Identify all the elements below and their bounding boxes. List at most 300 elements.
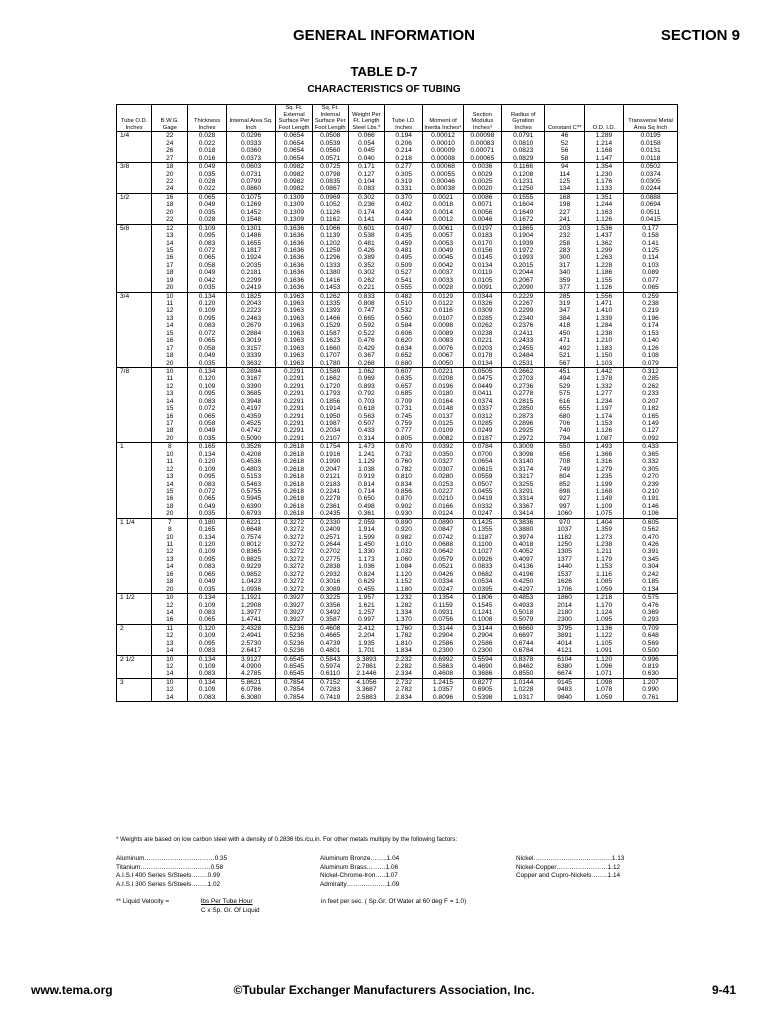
table-cell: 1.3977 — [226, 609, 276, 616]
table-cell: 0.0374 — [624, 171, 678, 178]
table-cell: 0.0018 — [423, 201, 463, 208]
table-cell: 12 — [152, 602, 188, 609]
table-cell: 0.1301 — [226, 224, 276, 232]
table-cell: 0.2736 — [501, 383, 544, 390]
table-cell: 1.038 — [348, 466, 384, 473]
table-cell: 0.00010 — [423, 140, 463, 147]
table-cell: 1.170 — [584, 602, 623, 609]
table-cell: 0.3272 — [276, 541, 312, 548]
table-cell: 0.759 — [385, 420, 423, 427]
table-cell: 0.0050 — [423, 360, 463, 368]
table-cell: 0.3089 — [312, 586, 348, 594]
table-cell: 0.035 — [188, 284, 226, 292]
table-cell: 0.3927 — [276, 616, 312, 624]
table-cell: 0.5079 — [501, 616, 544, 624]
table-cell: 0.134 — [188, 292, 226, 300]
table-cell: 0.3225 — [312, 594, 348, 602]
table-cell: 0.5398 — [463, 694, 501, 702]
table-cell: 0.083 — [188, 609, 226, 616]
table-row — [117, 466, 678, 473]
tube-od-cell: 1/2 — [117, 193, 152, 201]
table-cell: 0.9852 — [226, 571, 276, 578]
table-row — [117, 435, 678, 443]
table-cell: 46 — [545, 132, 584, 140]
table-cell: 0.0195 — [624, 132, 678, 140]
table-cell: 0.0227 — [423, 488, 463, 495]
table-cell: 804 — [545, 473, 584, 480]
table-cell: 740 — [545, 427, 584, 434]
table-cell: 14 — [152, 563, 188, 570]
table-row — [117, 337, 678, 344]
table-cell: 0.7854 — [276, 678, 312, 686]
table-cell: 0.0125 — [423, 420, 463, 427]
table-cell: 0.158 — [624, 232, 678, 239]
tube-od-cell — [117, 322, 152, 329]
tube-od-cell — [117, 586, 152, 594]
table-cell: 0.0334 — [423, 578, 463, 585]
tube-od-cell — [117, 232, 152, 239]
table-cell: 0.2035 — [226, 262, 276, 269]
table-cell: 0.0521 — [423, 563, 463, 570]
table-cell: 0.2455 — [501, 345, 544, 352]
table-cell: 2.282 — [385, 663, 423, 670]
table-cell: 0.2702 — [312, 548, 348, 555]
table-cell: 0.4052 — [501, 548, 544, 555]
table-cell: 11 — [152, 375, 188, 382]
page-header-title: GENERAL INFORMATION — [293, 27, 475, 44]
table-cell: 1.2908 — [226, 602, 276, 609]
table-cell: 1377 — [545, 556, 584, 563]
table-cell: 0.0129 — [423, 292, 463, 300]
table-cell: 0.5843 — [312, 655, 348, 663]
table-cell: 1.404 — [584, 518, 623, 526]
table-cell: 0.2433 — [501, 337, 544, 344]
table-cell: 0.285 — [624, 375, 678, 382]
table-cell: 0.042 — [188, 277, 226, 284]
table-cell: 0.214 — [385, 147, 423, 154]
table-cell: 0.4525 — [226, 420, 276, 427]
table-cell: 0.035 — [188, 209, 226, 216]
table-cell: 0.1333 — [312, 262, 348, 269]
table-cell: 0.028 — [188, 216, 226, 224]
table-cell: 0.072 — [188, 247, 226, 254]
table-cell: 1626 — [545, 578, 584, 585]
table-cell: 0.6390 — [226, 503, 276, 510]
table-cell: 0.1486 — [226, 232, 276, 239]
table-cell: 1.437 — [584, 232, 623, 239]
tube-od-cell — [117, 240, 152, 247]
table-cell: 529 — [545, 383, 584, 390]
column-header: O.D. I.D. — [584, 105, 623, 132]
liquid-velocity-fraction — [201, 898, 321, 915]
table-cell: 0.777 — [385, 427, 423, 434]
table-cell: 0.0253 — [423, 481, 463, 488]
table-cell: 300 — [545, 254, 584, 261]
table-cell: 0.1655 — [226, 240, 276, 247]
table-cell: 0.6545 — [276, 655, 312, 663]
table-cell: 0.0700 — [463, 451, 501, 458]
factor-list-3 — [516, 855, 624, 881]
table-cell: 2.412 — [348, 624, 384, 632]
table-cell: 0.532 — [385, 307, 423, 314]
table-cell: 0.114 — [624, 254, 678, 261]
table-header-row — [117, 105, 678, 132]
column-header: Transverse Metal Area Sq Inch — [624, 105, 678, 132]
table-row — [117, 616, 678, 624]
table-cell: 12 — [152, 383, 188, 390]
table-cell: 1.062 — [348, 367, 384, 375]
table-cell: 0.6545 — [276, 663, 312, 670]
table-cell: 0.2586 — [423, 640, 463, 647]
table-cell: 1.105 — [584, 640, 623, 647]
table-cell: 0.5945 — [226, 495, 276, 502]
table-cell: 0.0221 — [463, 337, 501, 344]
table-cell: 1.536 — [584, 224, 623, 232]
table-cell: 898 — [545, 488, 584, 495]
table-cell: 0.870 — [385, 495, 423, 502]
table-cell: 12 — [152, 548, 188, 555]
table-cell: 0.2409 — [312, 526, 348, 533]
table-cell: 0.0249 — [463, 427, 501, 434]
tube-od-cell: 7/8 — [117, 367, 152, 375]
table-cell: 0.239 — [624, 481, 678, 488]
table-cell: 1.232 — [385, 594, 423, 602]
table-cell: 0.2435 — [312, 510, 348, 518]
table-cell: 20 — [152, 510, 188, 518]
table-cell: 0.8462 — [501, 663, 544, 670]
table-cell: 655 — [545, 405, 584, 412]
table-row — [117, 254, 678, 261]
table-cell: 0.930 — [385, 510, 423, 518]
table-cell: 0.0247 — [423, 586, 463, 594]
table-cell: 0.0411 — [463, 390, 501, 397]
table-cell: 0.0798 — [312, 171, 348, 178]
table-cell: 5.8621 — [226, 678, 276, 686]
table-cell: 0.0036 — [463, 163, 501, 171]
table-cell: 680 — [545, 413, 584, 420]
table-cell: 0.3098 — [501, 451, 544, 458]
table-cell: 0.2618 — [276, 481, 312, 488]
table-cell: 0.6110 — [312, 670, 348, 678]
table-cell: 0.134 — [188, 534, 226, 541]
table-cell: 20 — [152, 209, 188, 216]
table-cell: 0.563 — [348, 413, 384, 420]
table-row — [117, 147, 678, 154]
table-cell: 0.0071 — [463, 201, 501, 208]
table-cell: 0.0244 — [624, 185, 678, 193]
table-cell: 3.3893 — [348, 655, 384, 663]
table-row — [117, 663, 678, 670]
table-cell: 1.354 — [584, 163, 623, 171]
table-cell: 0.2183 — [312, 481, 348, 488]
table-cell: 10 — [152, 367, 188, 375]
table-row — [117, 284, 678, 292]
table-cell: 0.2662 — [501, 367, 544, 375]
table-cell: 0.109 — [188, 224, 226, 232]
table-row — [117, 315, 678, 322]
table-cell: 20 — [152, 360, 188, 368]
table-cell: 0.3167 — [226, 375, 276, 382]
table-cell: 1.210 — [584, 337, 623, 344]
table-cell: 0.0296 — [226, 132, 276, 140]
tube-od-cell — [117, 405, 152, 412]
table-cell: 0.1587 — [312, 330, 348, 337]
table-row — [117, 300, 678, 307]
table-cell: 0.0560 — [312, 147, 348, 154]
table-cell: 8 — [152, 443, 188, 451]
table-cell: 16 — [152, 413, 188, 420]
table-cell: 0.1066 — [312, 224, 348, 232]
table-cell: 0.2896 — [501, 420, 544, 427]
table-cell: 0.2618 — [276, 503, 312, 510]
table-cell: 18 — [152, 163, 188, 171]
tube-od-cell — [117, 556, 152, 563]
table-cell: 0.0057 — [423, 232, 463, 239]
table-cell: 0.174 — [624, 322, 678, 329]
table-cell: 0.083 — [188, 322, 226, 329]
table-cell: 2.5730 — [226, 640, 276, 647]
table-cell: 1.174 — [584, 413, 623, 420]
table-cell: 0.0799 — [226, 178, 276, 185]
table-cell: 708 — [545, 458, 584, 465]
table-row — [117, 488, 678, 495]
table-cell: 0.0931 — [423, 609, 463, 616]
table-cell: 0.0105 — [463, 277, 501, 284]
tube-od-cell — [117, 686, 152, 693]
table-cell: 241 — [545, 216, 584, 224]
table-cell: 0.1636 — [276, 247, 312, 254]
table-cell: 10 — [152, 534, 188, 541]
table-cell: 0.1139 — [312, 232, 348, 239]
table-cell: 0.2299 — [501, 307, 544, 314]
table-cell: 2.204 — [348, 632, 384, 639]
table-cell: 0.2361 — [312, 503, 348, 510]
table-cell: 0.433 — [348, 427, 384, 434]
table-cell: 0.4136 — [501, 563, 544, 570]
tube-od-cell — [117, 541, 152, 548]
table-cell: 0.065 — [188, 337, 226, 344]
table-cell: 0.109 — [188, 663, 226, 670]
table-cell: 203 — [545, 224, 584, 232]
table-cell: 0.890 — [385, 518, 423, 526]
table-cell: 0.369 — [624, 609, 678, 616]
table-cell: 18 — [152, 578, 188, 585]
table-cell: 0.219 — [624, 307, 678, 314]
table-cell: 0.1780 — [312, 360, 348, 368]
table-row — [117, 178, 678, 185]
table-row — [117, 232, 678, 239]
table-cell: 0.141 — [348, 216, 384, 224]
table-cell: 0.1793 — [312, 390, 348, 397]
table-cell: 0.0654 — [463, 458, 501, 465]
table-row — [117, 345, 678, 352]
table-cell: 0.120 — [188, 624, 226, 632]
table-cell: 18 — [152, 503, 188, 510]
table-cell: 4.2785 — [226, 670, 276, 678]
table-cell: 0.083 — [188, 240, 226, 247]
table-cell: 0.2778 — [501, 390, 544, 397]
table-cell: 0.0122 — [423, 300, 463, 307]
table-cell: 0.0183 — [463, 232, 501, 239]
table-cell: 0.0982 — [276, 171, 312, 178]
table-cell: 0.109 — [188, 632, 226, 639]
tube-od-cell: 3/8 — [117, 163, 152, 171]
table-cell: 0.3927 — [276, 602, 312, 609]
table-cell: 0.045 — [348, 147, 384, 154]
table-cell: 0.618 — [348, 405, 384, 412]
table-cell: 0.370 — [385, 193, 423, 201]
table-cell: 0.304 — [624, 563, 678, 570]
table-cell: 0.1604 — [501, 201, 544, 208]
table-cell: 0.541 — [385, 277, 423, 284]
table-cell: 1.810 — [385, 640, 423, 647]
table-cell: 1.149 — [584, 495, 623, 502]
table-cell: 1.0144 — [501, 678, 544, 686]
table-cell: 1.556 — [584, 292, 623, 300]
tube-od-cell — [117, 185, 152, 193]
tube-od-cell — [117, 307, 152, 314]
table-cell: 0.00065 — [463, 155, 501, 163]
tube-od-cell — [117, 510, 152, 518]
table-cell: 0.0134 — [463, 360, 501, 368]
table-cell: 9145 — [545, 678, 584, 686]
table-cell: 0.0029 — [463, 171, 501, 178]
table-cell: 20 — [152, 435, 188, 443]
fraction-denominator: C x Sp. Gr. Of Liquid — [201, 906, 260, 914]
column-header: Internal Area Sq. Inch — [226, 105, 276, 132]
table-cell: 0.1545 — [463, 602, 501, 609]
table-cell: 567 — [545, 360, 584, 368]
table-cell: 0.1916 — [312, 451, 348, 458]
table-cell: 0.0373 — [226, 155, 276, 163]
weight-footnote: * Weights are based on low carbon steel with a density of 0.2836 lbs./cu.in. For other metals multiply by the following factors: — [116, 836, 458, 843]
table-cell: 418 — [545, 322, 584, 329]
tube-od-cell — [117, 352, 152, 359]
table-cell: 285 — [545, 292, 584, 300]
table-cell: 0.146 — [624, 503, 678, 510]
table-cell: 13 — [152, 640, 188, 647]
table-cell: 58 — [545, 155, 584, 163]
table-row — [117, 209, 678, 216]
table-cell: 0.6221 — [226, 518, 276, 526]
table-cell: 0.0305 — [624, 178, 678, 185]
table-cell: 0.919 — [348, 473, 384, 480]
table-cell: 0.103 — [624, 262, 678, 269]
table-cell: 24 — [152, 185, 188, 193]
table-cell: 0.731 — [385, 405, 423, 412]
table-cell: 0.028 — [188, 178, 226, 185]
table-row — [117, 548, 678, 555]
table-cell: 0.0021 — [423, 193, 463, 201]
table-cell: 0.5018 — [501, 609, 544, 616]
table-cell: 0.1963 — [276, 307, 312, 314]
column-header: B.W.G. Gage — [152, 105, 188, 132]
table-body — [117, 132, 678, 702]
copyright-text: ©Tubular Exchanger Manufacturers Association, Inc. — [233, 983, 535, 997]
table-cell: 0.2618 — [276, 466, 312, 473]
table-cell: 0.429 — [348, 345, 384, 352]
table-cell: 1.760 — [385, 624, 423, 632]
table-cell: 0.2932 — [312, 571, 348, 578]
table-cell: 16 — [152, 193, 188, 201]
table-cell: 198 — [545, 201, 584, 208]
table-cell: 0.00008 — [423, 155, 463, 163]
table-cell: 0.0511 — [624, 209, 678, 216]
table-cell: 1.096 — [584, 663, 623, 670]
table-cell: 0.0654 — [276, 147, 312, 154]
tube-od-cell — [117, 269, 152, 276]
factor-item: Copper and Cupro-Nickels……..1.14 — [516, 872, 621, 879]
table-cell: 0.1754 — [312, 443, 348, 451]
table-cell: 1.284 — [584, 322, 623, 329]
table-cell: 0.022 — [188, 185, 226, 193]
table-cell: 0.352 — [348, 262, 384, 269]
tube-od-cell — [117, 616, 152, 624]
table-cell: 0.782 — [385, 466, 423, 473]
table-cell: 0.3927 — [276, 594, 312, 602]
table-row — [117, 458, 678, 465]
table-subtitle: CHARACTERISTICS OF TUBING — [307, 84, 461, 95]
table-cell: 0.1309 — [276, 193, 312, 201]
table-cell: 13 — [152, 556, 188, 563]
table-cell: 0.0332 — [463, 503, 501, 510]
table-cell: 0.990 — [624, 686, 678, 693]
table-cell: 0.049 — [188, 503, 226, 510]
table-cell: 0.3272 — [276, 526, 312, 533]
table-cell: 0.1027 — [463, 548, 501, 555]
table-cell: 0.0791 — [501, 132, 544, 140]
table-cell: 0.8825 — [226, 556, 276, 563]
table-cell: 0.3414 — [501, 510, 544, 518]
table-cell: 0.3157 — [226, 345, 276, 352]
table-cell: 0.0178 — [463, 352, 501, 359]
table-cell: 1.060 — [385, 556, 423, 563]
table-cell: 0.455 — [348, 586, 384, 594]
table-cell: 11 — [152, 300, 188, 307]
table-cell: 0.134 — [188, 367, 226, 375]
table-cell: 0.3019 — [226, 337, 276, 344]
table-cell: 0.1963 — [276, 352, 312, 359]
table-cell: 1.362 — [584, 240, 623, 247]
table-cell: 1.957 — [348, 594, 384, 602]
table-cell: 0.065 — [188, 616, 226, 624]
table-cell: 0.0694 — [624, 201, 678, 208]
table-cell: 0.650 — [348, 495, 384, 502]
table-cell: 1.330 — [348, 548, 384, 555]
website-link[interactable]: www.tema.org — [31, 983, 113, 997]
table-cell: 0.0337 — [463, 405, 501, 412]
table-cell: 347 — [545, 307, 584, 314]
tube-od-cell — [117, 488, 152, 495]
table-cell: 0.3356 — [312, 602, 348, 609]
table-cell: 1.273 — [584, 534, 623, 541]
table-cell: 283 — [545, 247, 584, 254]
table-cell: 227 — [545, 209, 584, 216]
table-cell: 0.092 — [624, 435, 678, 443]
table-cell: 0.0326 — [463, 300, 501, 307]
table-cell: 0.3217 — [501, 473, 544, 480]
table-cell: 0.0579 — [423, 556, 463, 563]
table-cell: 0.018 — [188, 147, 226, 154]
table-cell: 0.482 — [385, 292, 423, 300]
tube-od-cell — [117, 345, 152, 352]
table-cell: 1.238 — [584, 330, 623, 337]
table-cell: 0.0539 — [312, 140, 348, 147]
table-cell: 0.0654 — [276, 140, 312, 147]
table-cell: 0.0049 — [423, 247, 463, 254]
table-cell: 1.0317 — [501, 694, 544, 702]
table-cell: 0.108 — [624, 352, 678, 359]
